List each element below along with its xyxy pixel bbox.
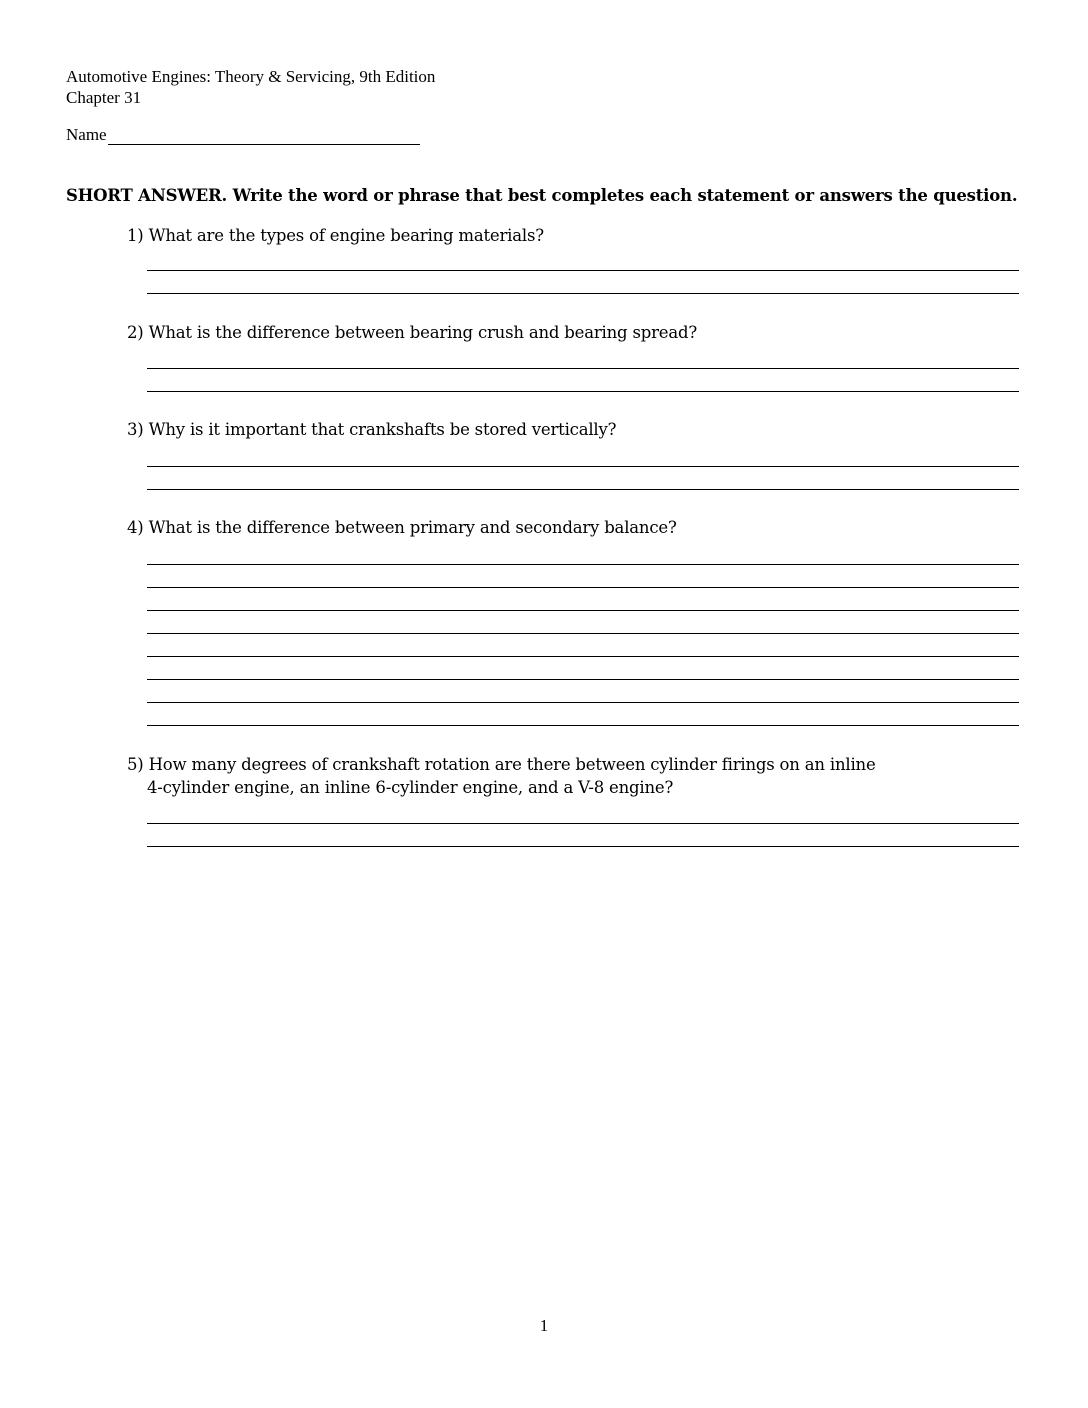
question-text: How many degrees of crankshaft rotation are there between cylinder firings on an inline bbox=[148, 755, 876, 774]
answer-line[interactable] bbox=[147, 587, 1019, 588]
answer-line[interactable] bbox=[147, 466, 1019, 467]
answer-line[interactable] bbox=[147, 564, 1019, 565]
answer-line[interactable] bbox=[147, 679, 1019, 680]
answer-line[interactable] bbox=[147, 656, 1019, 657]
book-title: Automotive Engines: Theory & Servicing, 9th Edition bbox=[66, 67, 436, 86]
question-5-continuation: 4-cylinder engine, an inline 6-cylinder engine, and a V-8 engine? bbox=[147, 778, 674, 797]
question-number: 4) bbox=[127, 518, 144, 537]
question-text: What is the difference between bearing crush and bearing spread? bbox=[148, 323, 697, 342]
question-number: 3) bbox=[127, 420, 144, 439]
question-4 bbox=[127, 516, 677, 539]
question-text: What are the types of engine bearing materials? bbox=[148, 226, 544, 245]
section-instructions: SHORT ANSWER. Write the word or phrase that best completes each statement or answers the question. bbox=[66, 186, 1018, 205]
answer-line[interactable] bbox=[147, 702, 1019, 703]
answer-line[interactable] bbox=[147, 391, 1019, 392]
name-field[interactable] bbox=[108, 144, 420, 145]
answer-line[interactable] bbox=[147, 270, 1019, 271]
question-5 bbox=[127, 753, 876, 776]
answer-line[interactable] bbox=[147, 846, 1019, 847]
answer-line[interactable] bbox=[147, 293, 1019, 294]
question-number: 1) bbox=[127, 226, 144, 245]
answer-line[interactable] bbox=[147, 725, 1019, 726]
question-1 bbox=[127, 224, 544, 247]
question-3 bbox=[127, 418, 616, 441]
question-number: 2) bbox=[127, 323, 144, 342]
question-text: What is the difference between primary and secondary balance? bbox=[148, 518, 677, 537]
answer-line[interactable] bbox=[147, 633, 1019, 634]
answer-line[interactable] bbox=[147, 610, 1019, 611]
name-label: Name bbox=[66, 125, 107, 144]
question-text: Why is it important that crankshafts be stored vertically? bbox=[148, 420, 617, 439]
answer-line[interactable] bbox=[147, 489, 1019, 490]
chapter-label: Chapter 31 bbox=[66, 88, 142, 107]
question-2 bbox=[127, 321, 697, 344]
answer-line[interactable] bbox=[147, 823, 1019, 824]
question-number: 5) bbox=[127, 755, 144, 774]
page-number: 1 bbox=[539, 1316, 549, 1335]
answer-line[interactable] bbox=[147, 368, 1019, 369]
